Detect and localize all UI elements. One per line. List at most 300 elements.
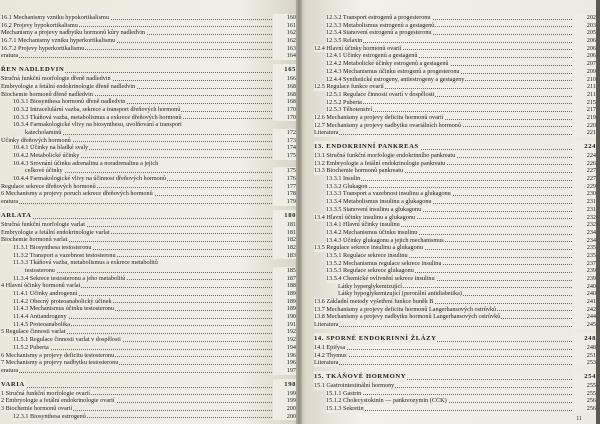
toc-page-number: 230 [573,190,596,198]
toc-entry-title: ŘEN NADLEDVIN [1,66,65,74]
toc-leader-dots [324,359,574,365]
toc-entry-title: 13.5 Regulace sekrece insulinu a glukagonu [314,244,423,252]
toc-entry-title: Embryologie a fetální endokrinologie varlat [1,228,110,236]
toc-leader-dots [324,129,574,135]
toc-entry-title: 12.4.1 Účinky estrogenů a gestagenů [326,52,418,60]
toc-entry-title: 13.3.4 Metabolismus insulinu a glukagonu [326,198,432,206]
toc-page-number: 202 [573,14,596,22]
right-page [302,0,596,424]
toc-page-number: 181 [273,229,296,237]
toc-leader-dots [11,210,274,219]
toc-leader-dots [336,37,574,43]
toc-chapter-heading [0,210,296,221]
toc-entry [0,221,296,229]
toc-page-number: 178 [273,190,296,198]
toc-entry [0,190,296,198]
toc-entry [302,152,596,160]
toc-entry [0,367,296,375]
toc-entry [302,244,596,252]
toc-entry-title: 11.5.2 Puberta [13,343,49,351]
toc-page-number: 244 [573,313,596,321]
toc-entry [0,152,296,160]
toc-page-number: 245 [573,321,596,329]
toc-entry [302,352,596,360]
toc-page-number: 176 [273,175,296,183]
toc-entry [302,160,596,168]
toc-page-number: 206 [573,45,596,53]
toc-leader-dots [336,175,574,181]
toc-entry-title: 10.4.4 Farmakologické vlivy na účinnost dřeňových hormonů [13,175,166,183]
toc-entry-title: 13.5.4 Chemické ovlivnění sekrece insulinu [326,275,435,282]
toc-entry-title: Literatura [314,321,339,329]
toc-entry [0,121,296,129]
toc-entry [0,267,296,275]
toc-entry [0,22,296,30]
toc-entry-title: Stručná funkční morfologie varlat [1,220,86,228]
toc-entry [302,129,596,137]
left-page [0,0,296,424]
toc-entry [302,198,596,206]
toc-page-number: 200 [273,405,296,413]
toc-entry [0,14,296,22]
toc-entry [0,37,296,45]
toc-page-number: 205 [573,29,596,37]
toc-entry-title: 13.3.1 Insulin [326,175,361,183]
toc-entry-title: 1 Stručná funkční morfologie ovarií [1,389,91,397]
toc-chapter-heading [302,333,596,344]
toc-entry [302,29,596,37]
toc-page-number: 168 [273,83,296,91]
toc-entry-title: 13.3.5 Stanovení insulinu a glukagonu [326,205,422,213]
toc-chapter-heading [0,64,296,75]
toc-entry-title: 15. TKÁŇOVÉ HORMONY [314,372,407,380]
toc-entry [302,22,596,30]
toc-page-number: 163 [273,45,296,53]
toc-entry-title: 11.4.4 Antiandrogeny [13,313,67,321]
toc-leader-dots [35,167,274,173]
toc-entry [302,68,596,76]
toc-entry-title: 13.5.3 Regulace sekrece glukagonu [326,267,414,275]
page-edge [596,0,600,424]
toc-entry-title: eratura [1,198,19,206]
toc-entry-title: 12.4 Hlavní účinky hormonů ovarií [314,44,402,52]
toc-entry-title: 11.3.1 Biosynthesa testosteronu [13,243,92,251]
toc-entry-title: 14.1 Epifysa [314,343,346,351]
toc-page-number: 166 [273,75,296,83]
toc-entry [302,298,596,306]
toc-entry-title: eratura [1,52,19,60]
toc-page-number: 227 [573,175,596,183]
toc-entry-title: 13.6 Základní metody vyšetření funkce buněk B [314,298,434,306]
toc-entry-title: 13.1 Stručná funkční morfologie endokrinního pankreatu [314,152,456,159]
toc-entry-title: 10.4.3 Srovnání účinku adrenalinu a noradrenalinu a jejich [13,159,159,167]
toc-entry-title: 11.3.2 Transport a vazebnost testosteronu [13,251,116,259]
toc-entry-title: 11.5.1 Regulace činnosti varlat v dospělosti [13,336,121,344]
toc-page-number: 235 [573,244,596,252]
toc-entry [302,99,596,107]
toc-entry [0,313,296,321]
toc-page-number: 232 [573,214,596,222]
toc-entry [0,259,296,267]
toc-entry-title: 13.3 Biochemie hormonů pankreatu [314,167,404,175]
toc-entry [302,405,596,413]
toc-entry-title: 13.7 Mechanismy a projevy deficitu hormonů Langerhansových ostrůvků [314,305,497,313]
toc-leader-dots [336,183,574,189]
toc-page-number: 210 [573,76,596,84]
toc-page-number: 196 [273,359,296,367]
toc-entry [0,397,296,405]
toc-entry-title: Látky hypoglykemizující (perorální antidiabetika) [338,290,462,298]
toc-entry [302,206,596,214]
toc-entry [302,344,596,352]
toc-leader-dots [324,321,574,327]
toc-page-number: 239 [573,267,596,275]
toc-entry-title: 13.4.3 Účinky glukagonu a jejich mechanismus [326,236,444,244]
toc-leader-dots [324,352,574,358]
toc-entry [0,328,296,336]
toc-entry-title: 13.3.2 Glukagon [326,182,368,190]
toc-entry-title: 12.3.4 Stanovení estrogenů a progesteronu [326,29,432,37]
right-toc-list [302,14,596,413]
toc-page-number: 206 [573,52,596,60]
toc-entry-title: 11.4.3 Mechanismus účinku testosteronu [13,305,114,313]
toc-entry-title: 16.7.1 Mechanismy vzniku hyperkortikalismu [1,37,116,45]
toc-entry [0,129,296,137]
toc-entry-title: 12.5.1 Regulace činnosti ovarií v dospělosti [326,90,435,98]
toc-entry [302,382,596,390]
toc-entry [302,390,596,398]
toc-entry-title: katecholaminů [25,128,62,136]
toc-entry-title: 5 Regulace činnosti varlat [1,328,66,336]
toc-leader-dots [336,99,574,105]
toc-page-number: 209 [573,68,596,76]
toc-page-number: 197 [273,367,296,375]
toc-page-number: 170 [273,106,296,114]
toc-entry [0,75,296,83]
toc-leader-dots [11,52,274,58]
toc-entry [0,29,296,37]
toc-leader-dots [11,379,274,388]
toc-entry-title: 12.4.4 Synthetické estrogeny, antiestrogeny a gestageny [326,75,465,83]
toc-page-number: 192 [273,336,296,344]
toc-page-number: 189 [273,290,296,298]
toc-page-number: 220 [573,122,596,130]
toc-page-number: 229 [573,183,596,191]
toc-entry-title: 11.4.1 Účinky androgenní [13,290,78,297]
toc-entry [302,190,596,198]
toc-page-number: 239 [573,275,596,283]
toc-page-number: 221 [573,129,596,137]
toc-entry [302,45,596,53]
toc-entry-title: 3 Biochemie hormonů ovarií [1,404,73,412]
toc-entry-title: 16.7.2 Projevy hyperkortikalismu [1,44,85,52]
toc-page-number: 224 [573,141,596,152]
toc-page-number: 206 [573,37,596,45]
toc-leader-dots [336,405,574,411]
toc-entry [302,283,596,291]
toc-page-number: 180 [273,210,296,221]
toc-page-number: 189 [273,298,296,306]
toc-entry [302,260,596,268]
toc-page-number: 173 [273,137,296,145]
toc-page-number: 177 [273,183,296,191]
toc-entry [302,183,596,191]
toc-entry [0,236,296,244]
toc-page-number: 211 [573,83,596,91]
toc-page-number: 241 [573,298,596,306]
toc-entry-title: 12.5.3 Těhotenství [326,106,373,114]
toc-entry-title: 15.1 Gastrointestinální hormony [314,381,395,389]
toc-page-number: 198 [273,379,296,390]
toc-page-number: 256 [573,405,596,413]
toc-entry [0,167,296,175]
toc-page-number: 199 [273,390,296,398]
toc-page-number: 217 [573,106,596,114]
toc-page-number: 192 [273,328,296,336]
toc-entry-title: 12.3.2 Transport estrogenů a progesteronu [326,14,431,21]
toc-page-number: 255 [573,390,596,398]
toc-page-number: 182 [273,244,296,252]
toc-entry [302,229,596,237]
toc-entry-title: Biochemie hormonů varlat [1,236,68,244]
toc-leader-dots [11,367,274,373]
toc-entry [0,405,296,413]
toc-entry [302,91,596,99]
toc-entry [0,175,296,183]
toc-entry [0,275,296,283]
toc-page-number: 203 [573,22,596,30]
toc-page-number: 165 [273,64,296,75]
toc-entry-title: celkové účinky [25,167,63,175]
toc-entry [302,237,596,245]
toc-page-number: 160 [273,14,296,22]
toc-page-number: 254 [573,371,596,382]
toc-page-number: 231 [573,198,596,206]
toc-entry-title: eratura [1,366,19,374]
toc-page-number: 185 [273,267,296,275]
toc-page-number: 251 [573,352,596,360]
toc-entry [0,98,296,106]
toc-entry-title: 12.3.5 Relaxin [326,37,363,45]
toc-entry [302,83,596,91]
toc-entry-title: 13.4.2 Mechanismus účinku insulinu [326,228,418,236]
toc-page-number: 226 [573,160,596,168]
toc-entry-title: 13.2 Embryologie a fetální endokrinologie pankreatu [314,159,446,167]
toc-entry [0,282,296,290]
toc-page-number: 174 [273,144,296,152]
toc-page-number: 253 [573,359,596,367]
toc-entry [302,114,596,122]
toc-entry [302,106,596,114]
toc-entry-title: 6 Mechanismy a projevy poruch sekrece dřeňových hormonů [1,190,153,198]
toc-entry [0,305,296,313]
toc-page-number: 199 [273,397,296,405]
toc-page-number: 196 [273,352,296,360]
toc-leader-dots [23,344,274,350]
toc-entry [302,275,596,283]
toc-page-number: 162 [273,29,296,37]
toc-page-number: 164 [273,52,296,60]
toc-page-number: 231 [573,206,596,214]
toc-entry-title: 14.2 Thymus [314,351,347,359]
toc-entry-title: 10.3.1 Biosynthesa hormonů dřeně nadledvin [13,98,126,106]
toc-entry [302,221,596,229]
toc-leader-dots [11,198,274,204]
toc-page-number: 191 [273,321,296,329]
toc-entry-title: Literatura [314,359,339,367]
toc-entry [0,198,296,206]
toc-entry [0,114,296,122]
toc-page-number: 181 [273,221,296,229]
toc-entry [0,229,296,237]
toc-entry [0,137,296,145]
toc-page-number: 215 [573,99,596,107]
toc-page-number: 170 [273,114,296,122]
toc-page-number: 234 [573,229,596,237]
toc-entry [302,167,596,175]
toc-entry [0,413,296,421]
toc-entry-title: 13. ENDOKRINNÍ PANKREAS [314,143,419,150]
toc-entry-title: 13.3.3 Transport a vazebnost insulinu a glukagonu [326,190,451,198]
toc-entry-title: 12.4.3 Mechanismus účinku estrogenů a progesteronu [326,67,460,75]
toc-page-number: 188 [273,282,296,290]
toc-entry [0,344,296,352]
toc-entry [0,352,296,360]
toc-page-number: 207 [573,60,596,68]
toc-page-number: 168 [273,91,296,99]
toc-leader-dots [35,129,274,135]
toc-page-number: 211 [573,91,596,99]
toc-entry-title: 10.3.3 Tkáňová vazba, metabolismus a exkrece dřeňových hormonů [13,113,182,121]
toc-entry [302,175,596,183]
toc-entry [0,359,296,367]
toc-entry-title: 13.5.1 Regulace sekrece insulinu [326,251,408,259]
toc-leader-dots [336,390,574,396]
toc-page-number: 161 [273,22,296,30]
toc-entry [302,306,596,314]
toc-leader-dots [324,344,574,350]
toc-leader-dots [35,267,274,273]
toc-entry [302,14,596,22]
toc-entry [0,321,296,329]
toc-entry-title: VARIA [1,380,25,388]
toc-entry-title: ARLATA [1,211,32,219]
toc-entry-title: 14. SPORNÉ ENDOKRINNÍ ŽLÁZY [314,334,437,342]
toc-entry [302,313,596,321]
toc-entry-title: Mechanismy a projevy nadbytku hormonů kůry nadledvin [1,29,146,37]
toc-entry [0,91,296,99]
toc-entry [302,397,596,405]
toc-entry [0,290,296,298]
toc-page-number: 187 [273,275,296,283]
toc-entry-title: 11.3.3 Tkáňová vazba, metabolismus a exkrece metabolitů [13,259,158,267]
toc-page-number: 235 [573,252,596,260]
toc-page-number: 175 [273,152,296,160]
toc-entry-title: 13.4.1 Hlavní účinky insulinu [326,221,400,229]
toc-entry [0,83,296,91]
page-number: 11 [576,416,582,422]
toc-page-number: 248 [573,344,596,352]
toc-entry-title: 13.5.2 Mechanismus regulace sekrece insulinu [326,259,442,267]
toc-entry-title: 4 Hlavní účinky hormonů varlat [1,282,81,290]
toc-page-number: 237 [573,260,596,268]
toc-entry-title: 15.1.1 Gastrin [326,389,362,397]
toc-entry-title: 12.5.2 Puberta [326,98,362,106]
toc-entry-title: 10.3.4 Farmakologické vlivy na biosynthesu, uvolňování a transport [13,121,182,129]
toc-entry-title: 10.3.2 Intracelulární vazba, sekrece a transport dřeňových hormonů [13,105,181,113]
toc-entry-title: 7 Mechanismy a projevy nadbytku testosteronu [1,359,119,367]
toc-chapter-heading [302,141,596,152]
toc-entry-title: Literatura [314,129,339,137]
toc-entry-title: 12.3.1 Biosynthesa estrogenů [13,412,86,420]
toc-chapter-heading [302,371,596,382]
toc-entry-title: Účinky dřeňových hormonů [1,136,71,144]
toc-entry-title: 11.3.4 Sekrece testosteronu a jeho metabolitů [13,274,126,282]
toc-entry-title: 12.7 Mechanismy a projevy nadbytku ovariálních hormonů [314,121,461,129]
toc-entry [0,144,296,152]
toc-page-number: 182 [273,236,296,244]
toc-chapter-heading [0,379,296,390]
toc-entry-title: Regulace sekrece dřeňových hormonů [1,182,96,190]
toc-page-number: 227 [573,167,596,175]
toc-entry [302,52,596,60]
toc-entry [302,214,596,222]
toc-entry-title: 11.4.2 Obecný proteoanabolický účinek [13,297,112,305]
toc-page-number: 255 [573,382,596,390]
toc-entry-title: 11.4.5 Proteoanabolika [13,320,70,328]
toc-page-number: 172 [273,129,296,137]
toc-page-number: 162 [273,37,296,45]
toc-page-number: 189 [273,305,296,313]
toc-entry-title: testosteronu [25,266,55,274]
toc-entry [0,106,296,114]
left-toc-list [0,14,296,420]
toc-entry [0,298,296,306]
toc-entry-title: 15.1.2 Cholecystokinin — pankreozymin (CCK) [326,397,447,405]
toc-page-number: 242 [573,306,596,314]
toc-entry-title: 16.2 Projevy hypokortikalismu [1,21,78,29]
toc-page-number: 224 [573,152,596,160]
toc-entry [0,45,296,53]
toc-entry-title: 13.4 Hlavní účinky insulinu a glukagonu [314,213,416,221]
toc-entry-title: Látky hyperglykemizující [338,282,402,290]
toc-entry [302,321,596,329]
toc-entry [302,76,596,84]
toc-entry-title: 10.4.2 Metabolické účinky [13,152,80,159]
toc-page-number: 256 [573,397,596,405]
toc-page-number: 248 [573,333,596,344]
toc-entry-title: Stručná funkční morfologie dřeně nadledvin [1,75,111,83]
toc-entry [0,183,296,191]
toc-page-number: 240 [573,290,596,298]
toc-entry [302,60,596,68]
toc-page-number: 183 [273,252,296,260]
toc-entry [0,252,296,260]
toc-entry-title: Biochemie hormonů dřeně nadledvin [1,90,93,98]
toc-page-number: 234 [573,237,596,245]
toc-page-number: 240 [573,283,596,291]
toc-entry-title: 12.3.3 Metabolismus estrogenů a gestagenů [326,21,435,29]
toc-page-number: 219 [573,114,596,122]
toc-entry-title: 12.6 Mechanismy a projevy deficitu hormonů ovarií [314,113,444,121]
toc-entry [0,390,296,398]
toc-page-number: 175 [273,167,296,175]
toc-page-number: 190 [273,313,296,321]
toc-entry [0,244,296,252]
toc-entry-title: Embryologie a fetální endokrinologie dřeně nadledvin [1,82,136,90]
toc-entry [302,122,596,130]
toc-entry [302,252,596,260]
